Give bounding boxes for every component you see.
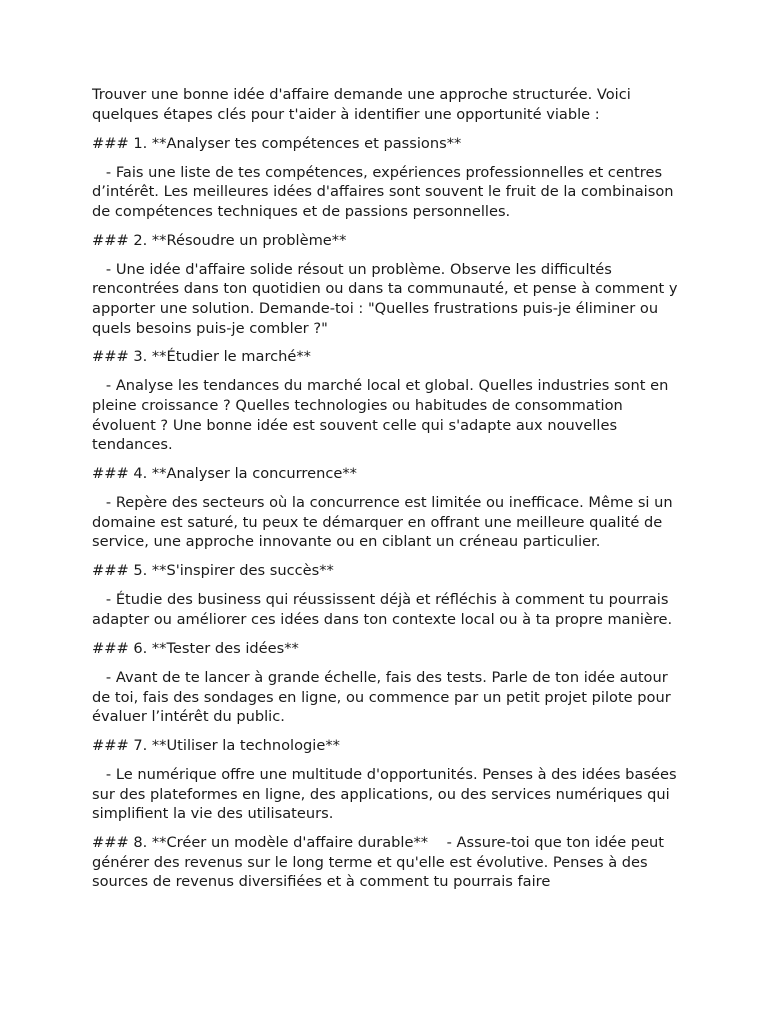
section-body-1: - Fais une liste de tes compétences, expériences professionnelles et centres d’intérêt. Les meilleures idées d'affaires sont souvent le fruit de la combinaison de compétences techniques et de passions personnelles.: [92, 163, 679, 220]
section-body-5: - Étudie des business qui réussissent déjà et réfléchis à comment tu pourrais adapter ou améliorer ces idées dans ton contexte local ou à ta propre manière.: [92, 591, 674, 628]
section-heading-5: ### 5. **S'inspirer des succès**: [92, 562, 334, 580]
section-heading-6: ### 6. **Tester des idées**: [92, 639, 299, 657]
section-heading-7: ### 7. **Utiliser la technologie**: [92, 737, 340, 755]
section-body-3: - Analyse les tendances du marché local et global. Quelles industries sont en pleine croissance ? Quelles technologies ou habitudes de consommation évoluent ? Une bonne idée est souvent celle qui s'adapte aux nouvelles tendances.: [92, 377, 673, 454]
section-body-4: - Repère des secteurs où la concurrence est limitée ou inefficace. Même si un domaine est saturé, tu peux te démarquer en offrant une meilleure qualité de service, une approche innovante ou en ciblant un créneau particulier.: [92, 494, 678, 551]
section-body-6: - Avant de te lancer à grande échelle, fais des tests. Parle de ton idée autour de toi, fais des sondages en ligne, ou commence par un petit projet pilote pour évaluer l’intérêt du public.: [92, 668, 676, 726]
section-body-2: - Une idée d'affaire solide résout un problème. Observe les difficultés rencontrées dans ton quotidien ou dans ta communauté, et pense à comment y apporter une solution. Demande-toi : "Quelles frustrations puis-je éliminer ou quels besoins puis-je combler ?": [92, 260, 683, 337]
section-heading-4: ### 4. **Analyser la concurrence**: [92, 465, 357, 483]
section-heading-8: ### 8. **Créer un modèle d'affaire durable** - Assure-toi que ton idée peut générer des revenus sur le long terme et qu'elle est évolutive. Penses à des sources de revenus diversifiées et à comment tu pourrais faire: [92, 834, 669, 891]
section-body-7: - Le numérique offre une multitude d'opportunités. Penses à des idées basées sur des plateformes en ligne, des applications, ou des services numériques qui simplifient la vie des utilisateurs.: [92, 766, 682, 823]
intro-paragraph: Trouver une bonne idée d'affaire demande une approche structurée. Voici quelques étapes clés pour t'aider à identifier une opportunité viable :: [92, 86, 636, 123]
section-heading-2: ### 2. **Résoudre un problème**: [92, 231, 347, 249]
section-heading-1: ### 1. **Analyser tes compétences et passions**: [92, 134, 462, 152]
section-heading-3: ### 3. **Étudier le marché**: [92, 348, 311, 366]
document-page: [92, 85, 682, 901]
